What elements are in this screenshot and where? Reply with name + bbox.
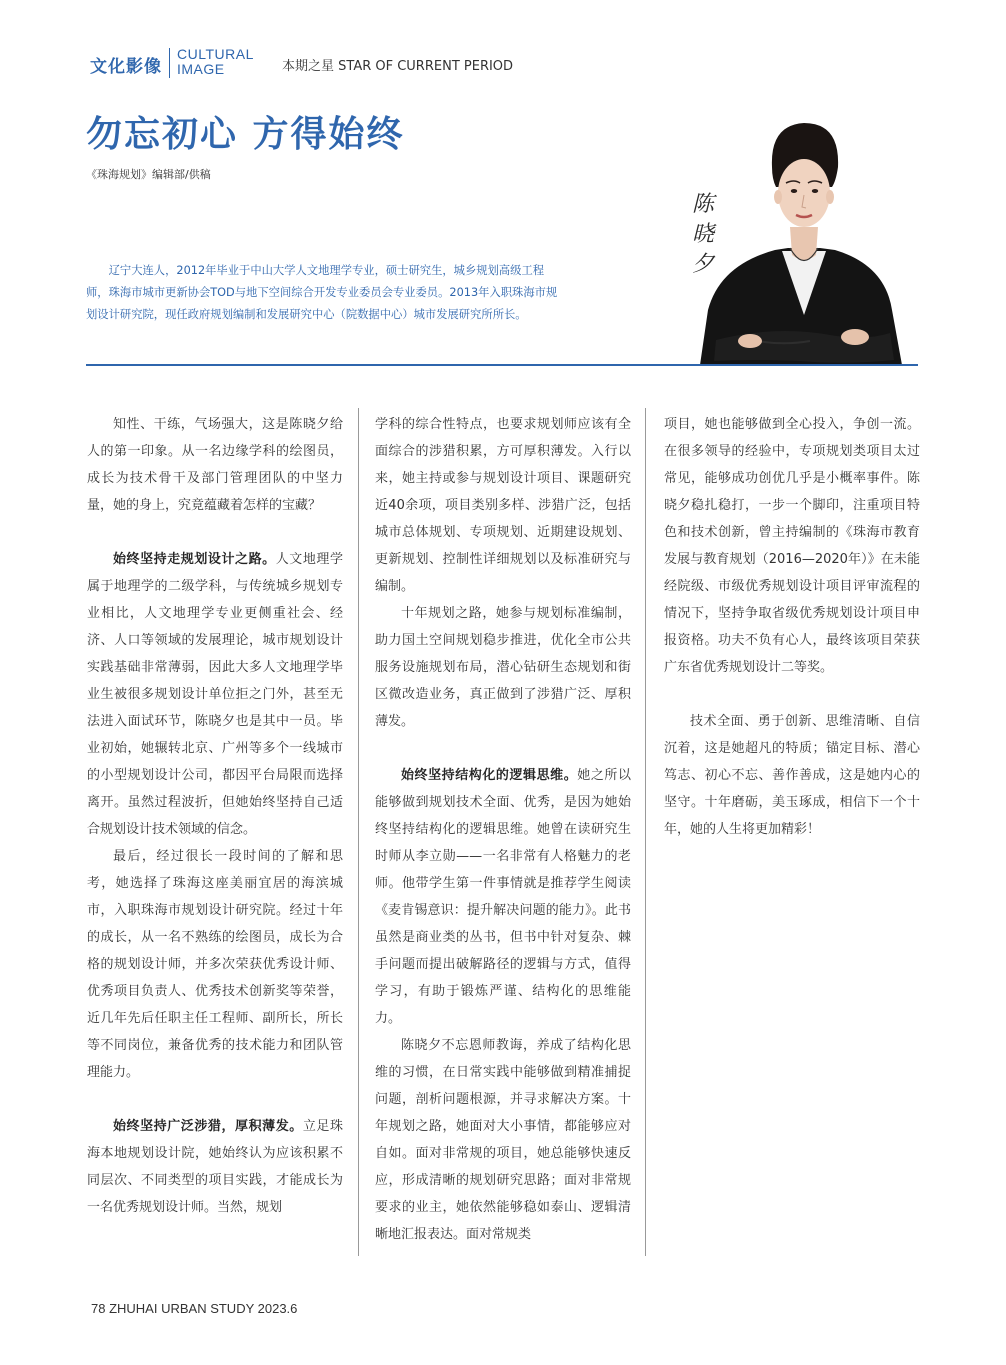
column-divider <box>645 408 646 1256</box>
article-title: 勿忘初心 方得始终 <box>86 114 405 155</box>
section-divider <box>169 48 170 78</box>
article-column-1 <box>87 411 343 1221</box>
section-label-en <box>177 47 254 77</box>
paragraph <box>375 762 631 1032</box>
signature-name <box>692 192 717 277</box>
paragraph-text: 人文地理学属于地理学的二级学科，与传统城乡规划专业相比，人文地理学专业更侧重社会、经济、人口等领域的发展理论，城市规划设计实践基础非常薄弱，因此大多人文地理学毕业生被很多规划设计单位拒之门外，甚至无法进入面试环节，陈晓夕也是其中一员。毕业初始，她辗转北京、广州等多个一线城市的小型规划设计公司，都因平台局限而选择离开。虽然过程波折，但她始终坚持自己适合规划设计技术领域的信念。 <box>87 552 343 837</box>
paragraph: 项目，她也能够做到全心投入，争创一流。在很多领导的经验中，专项规划类项目太过常见，能够成功创优几乎是小概率事件。陈晓夕稳扎稳打，一步一个脚印，注重项目特色和技术创新，曾主持编制的《珠海市教育发展与教育规划（2016—2020年）》在未能经院级、市级优秀规划设计项目评审流程的情况下，坚持争取省级优秀规划设计项目申报资格。功夫不负有心人，最终该项目荣获广东省优秀规划设计二等奖。 <box>664 417 920 675</box>
column-divider <box>358 408 359 1256</box>
paragraph <box>87 546 343 843</box>
section-label-cn: 文化影像 <box>90 57 162 77</box>
subheading: 始终坚持广泛涉猎，厚积薄发。 <box>113 1119 303 1134</box>
section-label-en-line2: IMAGE <box>177 61 225 77</box>
paragraph: 最后，经过很长一段时间的了解和思考，她选择了珠海这座美丽宜居的海滨城市，入职珠海市规划设计研究院。经过十年的成长，从一名不熟练的绘图员，成长为合格的规划设计师，并多次荣获优秀设计师、优秀项目负责人、优秀技术创新奖等荣誉，近几年先后任职主任工程师、副所长，所长等不同岗位，兼备优秀的技术能力和团队管理能力。 <box>87 849 343 1080</box>
profile-bio: 辽宁大连人，2012年毕业于中山大学人文地理学专业，硕士研究生，城乡规划高级工程师，珠海市城市更新协会TOD与地下空间综合开发专业委员会专业委员。2013年入职珠海市规划设计研究院，现任政府规划编制和发展研究中心（院数据中心）城市发展研究所所长。 <box>86 264 558 321</box>
paragraph: 学科的综合性特点，也要求规划师应该有全面综合的涉猎积累，方可厚积薄发。入行以来，她主持或参与规划设计项目、课题研究近40余项，项目类别多样、涉猎广泛，包括城市总体规划、专项规划、近期建设规划、更新规划、控制性详细规划以及标准研究与编制。 <box>375 417 631 594</box>
paragraph: 知性、干练，气场强大，这是陈晓夕给人的第一印象。从一名边缘学科的绘图员，成长为技术骨干及部门管理团队的中坚力量，她的身上，究竟蕴藏着怎样的宝藏？ <box>87 417 343 513</box>
article-column-3 <box>664 411 920 843</box>
signature-char-2: 晓 <box>692 222 715 247</box>
page-footer: 78 ZHUHAI URBAN STUDY 2023.6 <box>91 1301 298 1316</box>
paragraph: 十年规划之路，她参与规划标准编制，助力国土空间规划稳步推进，优化全市公共服务设施规划布局，潜心钻研生态规划和街区微改造业务，真正做到了涉猎广泛、厚积薄发。 <box>375 606 631 729</box>
paragraph-text: 她之所以能够做到规划技术全面、优秀，是因为她始终坚持结构化的逻辑思维。她曾在读研究生时师从李立勋——一名非常有人格魅力的老师。他带学生第一件事情就是推荐学生阅读《麦肯锡意识：提升解决问题的能力》。此书虽然是商业类的丛书，但书中针对复杂、棘手问题而提出破解路径的逻辑与方式，值得学习，有助于锻炼严谨、结构化的思维能力。 <box>375 768 631 1026</box>
signature-char-1: 陈 <box>692 192 715 217</box>
signature-char-3: 夕 <box>692 252 715 277</box>
portrait-photo <box>680 115 920 365</box>
header-rule <box>86 364 918 366</box>
subheading: 始终坚持走规划设计之路。 <box>113 552 276 567</box>
paragraph <box>87 1113 343 1221</box>
paragraph: 陈晓夕不忘恩师教诲，养成了结构化思维的习惯，在日常实践中能够做到精准捕捉问题，剖析问题根源，并寻求解决方案。十年规划之路，她面对大小事情，都能够应对自如。面对非常规的项目，她总能够快速反应，形成清晰的规划研究思路；面对非常规要求的业主，她依然能够稳如泰山、逻辑清晰地汇报表达。面对常规类 <box>375 1038 631 1242</box>
paragraph-text: 立足珠海本地规划设计院，她始终认为应该积累不同层次、不同类型的项目实践，才能成长为一名优秀规划设计师。当然，规划 <box>87 1119 343 1215</box>
paragraph: 技术全面、勇于创新、思维清晰、自信沉着，这是她超凡的特质；锚定目标、潜心笃志、初心不忘、善作善成，这是她内心的坚守。十年磨砺，美玉琢成，相信下一个十年，她的人生将更加精彩！ <box>664 714 920 837</box>
article-column-2 <box>375 411 631 1248</box>
section-label-en-line1: CULTURAL <box>177 46 254 62</box>
subheading: 始终坚持结构化的逻辑思维。 <box>401 768 578 783</box>
article-credit: 《珠海规划》编辑部/供稿 <box>86 168 211 181</box>
column-label: 本期之星 STAR OF CURRENT PERIOD <box>282 59 514 74</box>
